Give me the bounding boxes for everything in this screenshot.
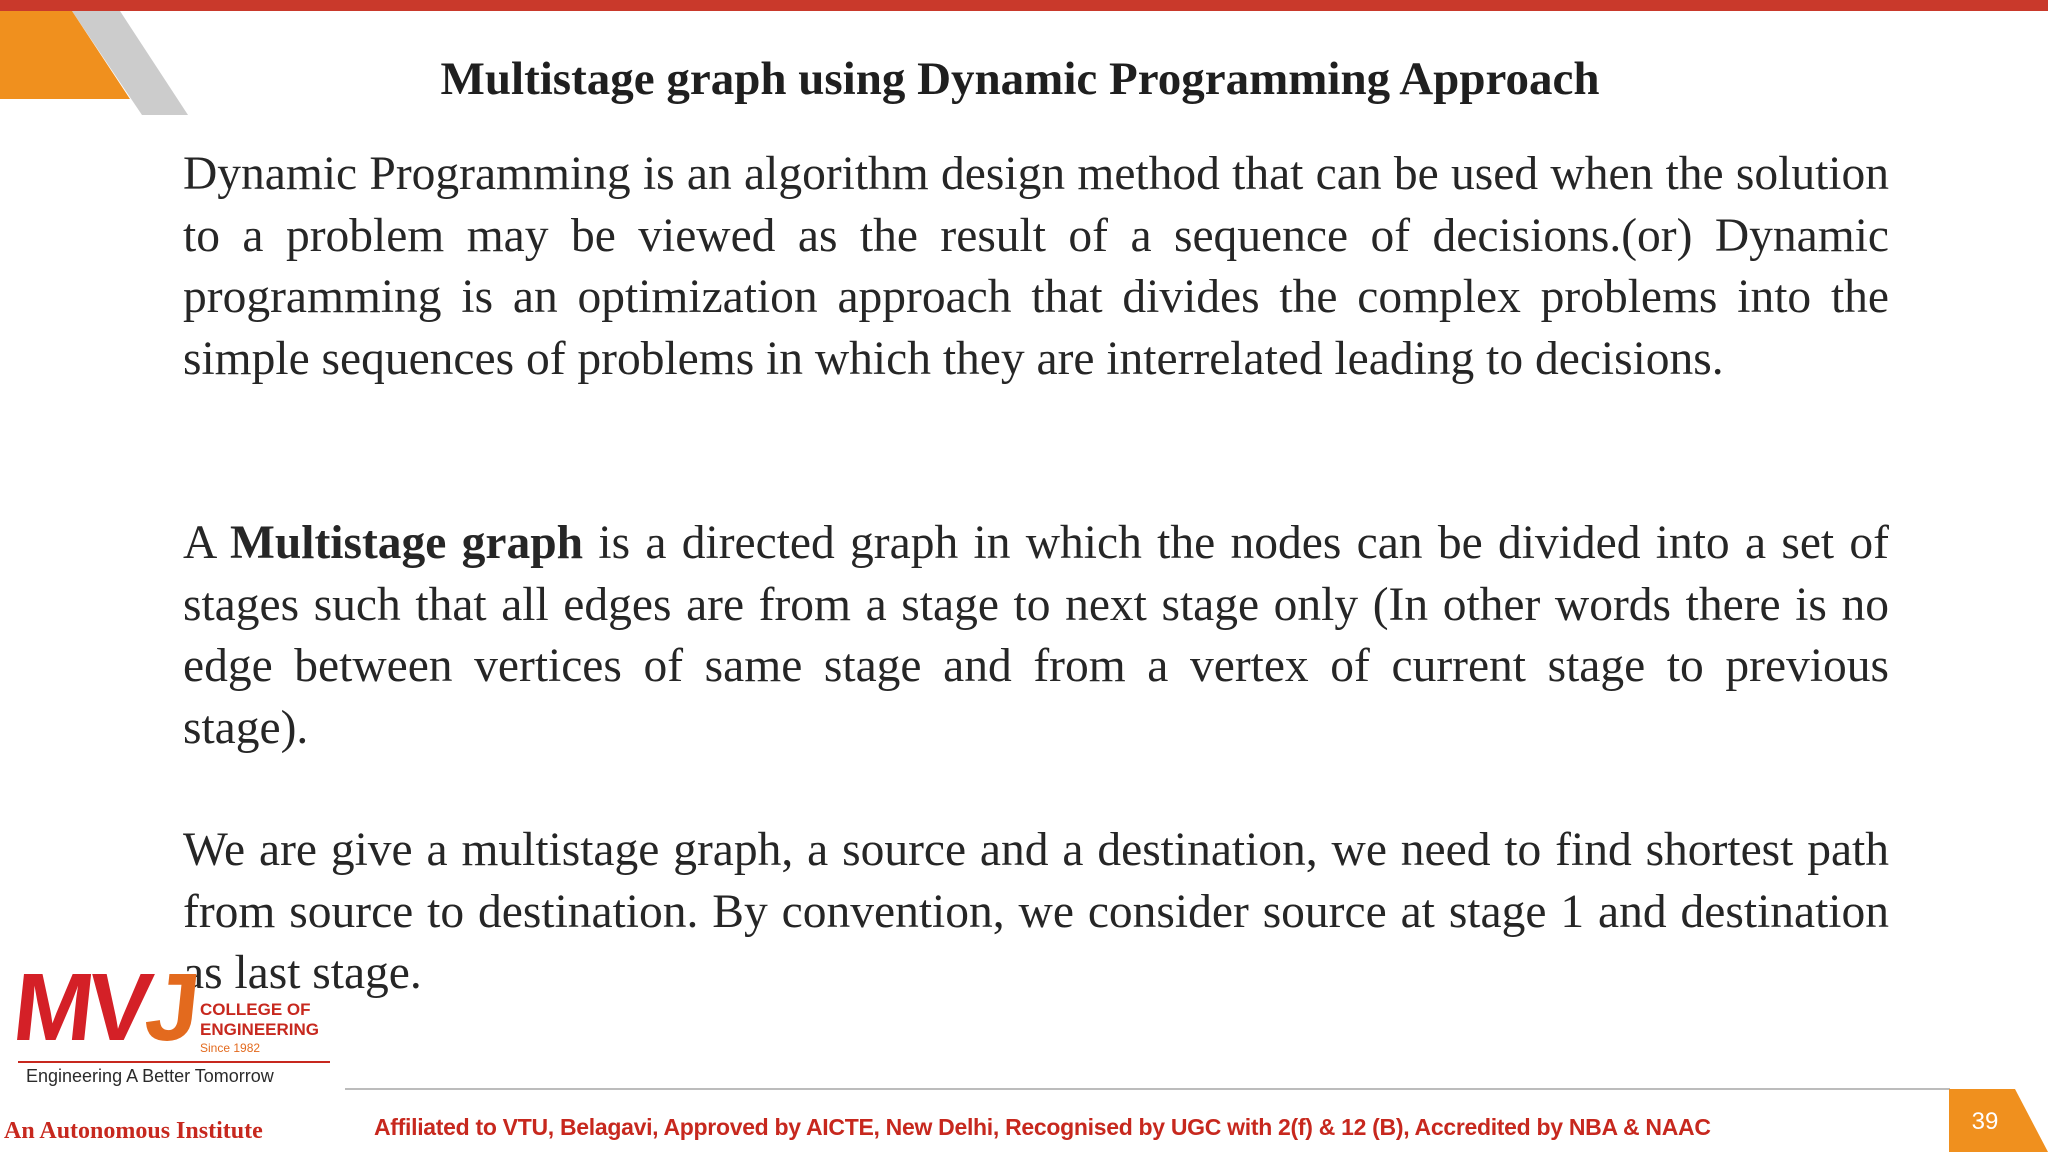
para2-rest: is a directed graph in which the nodes can be divided into a set of stages such that all edges are from a stage to next stage only (In other words there is no edge between vertices of same stage and from a vertex of current stage to previous stage).: [183, 517, 1889, 754]
logo-mark: [8, 954, 200, 1061]
logo-letters-mv: MV: [8, 954, 152, 1061]
footer-divider: [345, 1088, 1950, 1090]
slide-title: Multistage graph using Dynamic Programming Approach: [440, 53, 1600, 105]
para2-lead: A: [183, 517, 230, 569]
college-logo: [8, 954, 332, 1088]
top-accent-bar: [0, 0, 2048, 11]
logo-engineering: ENGINEERING: [200, 1020, 320, 1039]
page-number: 39: [1971, 1108, 1999, 1135]
logo-tagline: Engineering A Better Tomorrow: [26, 1066, 274, 1086]
logo-letter-j: J: [140, 954, 200, 1061]
multistage-graph-paragraph: [183, 513, 1889, 759]
logo-divider: [18, 1061, 330, 1063]
logo-college-of: COLLEGE OF: [200, 1000, 311, 1019]
footer-affiliation: Affiliated to VTU, Belagavi, Approved by AICTE, New Delhi, Recognised by UGC with 2(f) & 12 (B), Accredited by NBA & NAAC: [374, 1114, 1711, 1140]
logo-since: Since 1982: [200, 1041, 261, 1055]
multistage-graph-term: Multistage graph: [230, 517, 584, 569]
autonomous-institute-label: An Autonomous Institute: [4, 1118, 263, 1144]
problem-statement-paragraph: We are give a multistage graph, a source and a destination, we need to find shortest path from source to destination. By convention, we consider source at stage 1 and destination as last stage.: [183, 824, 1889, 999]
definition-paragraph: Dynamic Programming is an algorithm design method that can be used when the solution to a problem may be viewed as the result of a sequence of decisions.(or) Dynamic programming is an optimization approach that divides the complex problems into the simple sequences of problems in which they are interrelated leading to decisions.: [183, 148, 1889, 385]
